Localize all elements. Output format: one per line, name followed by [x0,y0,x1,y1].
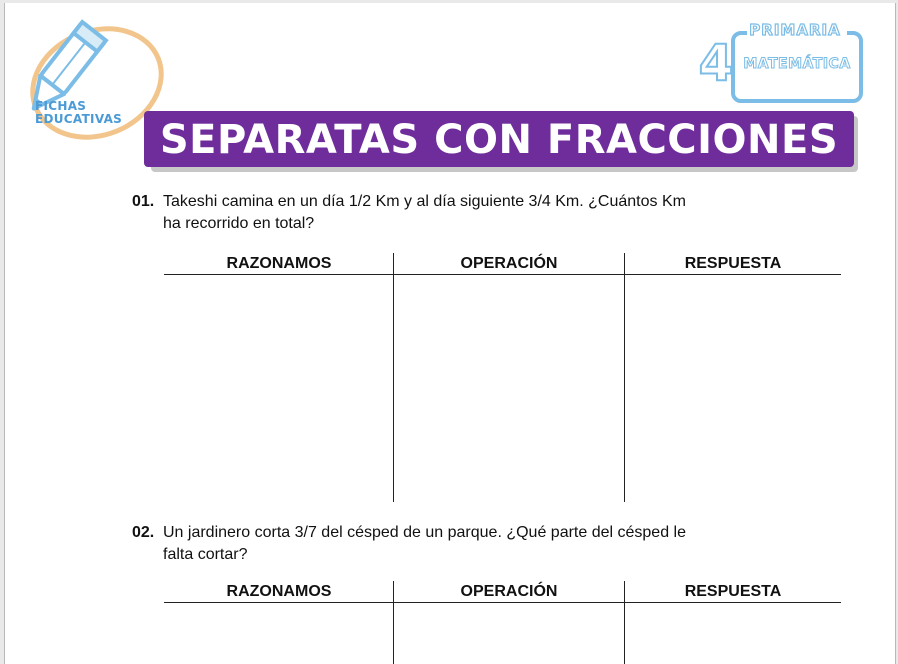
column-header-operacion: OPERACIÓN [460,255,558,272]
table-header-rule [164,274,841,275]
table-header-rule [164,602,841,603]
problem-number: 01. [132,193,155,210]
problem-text-line2: falta cortar? [163,546,248,563]
grade-number: 4 [698,34,734,92]
level-label: PRIMARIA [749,21,841,39]
page-title: SEPARATAS CON FRACCIONES [159,117,839,163]
problem-text-line1: Un jardinero corta 3/7 del césped de un parque. ¿Qué parte del césped le [163,524,686,541]
table-divider [624,581,625,664]
problem-text-line1: Takeshi camina en un día 1/2 Km y al día siguiente 3/4 Km. ¿Cuántos Km [163,193,686,210]
logo-line1: FICHAS [35,99,87,113]
problem-number: 02. [132,524,155,541]
column-header-razonamos: RAZONAMOS [226,255,332,272]
column-header-operacion: OPERACIÓN [460,583,558,600]
subject-label: MATEMÁTICA [743,56,851,72]
column-header-razonamos: RAZONAMOS [226,583,332,600]
table-divider [393,253,394,502]
table-divider [393,581,394,664]
problem-text-line2: ha recorrido en total? [163,215,315,232]
worksheet-page [4,3,896,664]
table-divider [624,253,625,502]
logo-line2: EDUCATIVAS [35,112,123,126]
column-header-respuesta: RESPUESTA [684,255,782,272]
column-header-respuesta: RESPUESTA [684,583,782,600]
